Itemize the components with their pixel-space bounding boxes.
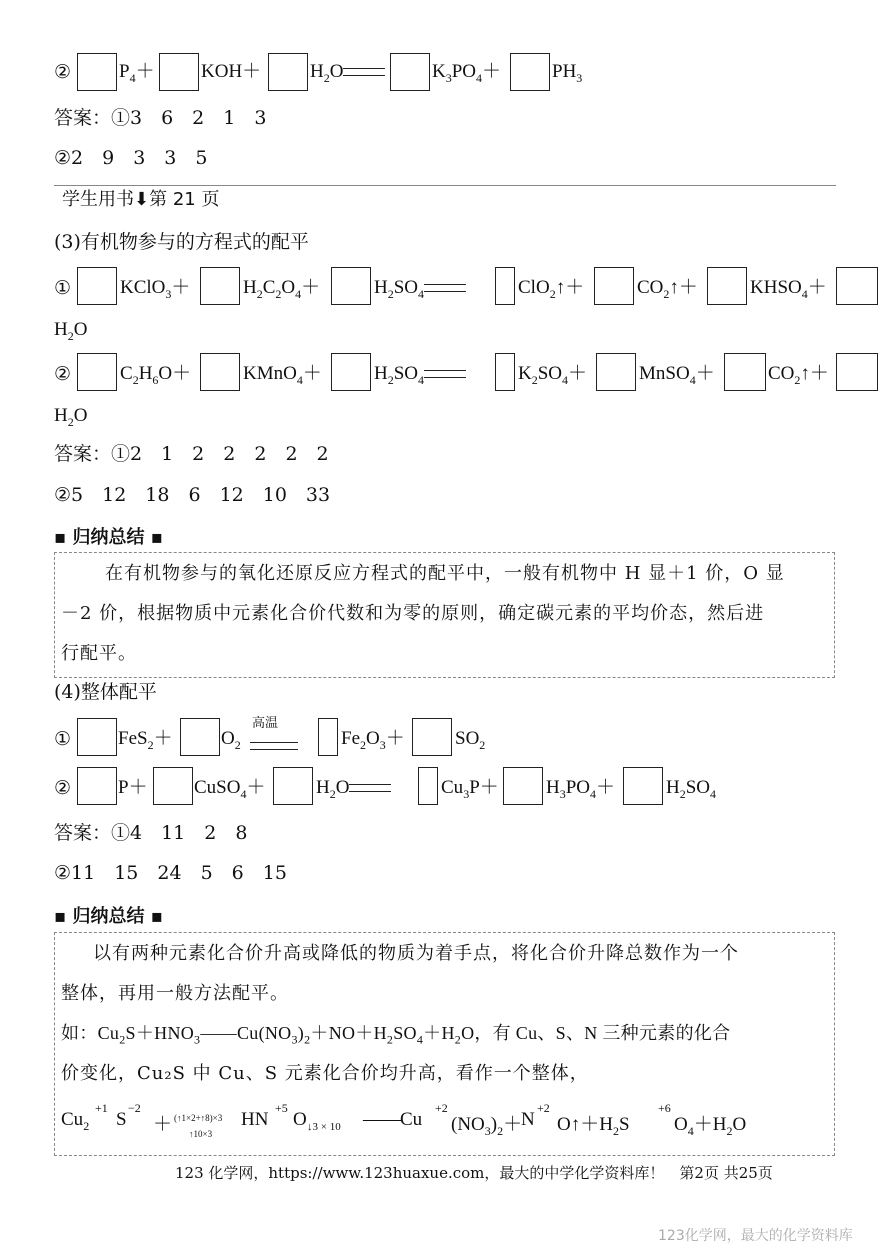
coefficient-box[interactable] [495, 267, 515, 305]
formula-p: P＋ [118, 777, 148, 798]
formula-h2so4: $H_2SO_4$ [666, 777, 717, 801]
coefficient-box[interactable] [503, 767, 543, 805]
summary-text: 以有两种元素化合价升高或降低的物质为着手点，将化合价升降总数作为一个 [93, 943, 739, 964]
coefficient-box[interactable] [707, 267, 747, 305]
coefficient-box[interactable] [594, 267, 634, 305]
coefficient-box[interactable] [180, 718, 220, 756]
formula-kclo3: KClO$_3$＋ [120, 277, 191, 301]
reaction-condition: 高温 [252, 716, 279, 731]
coefficient-box[interactable] [77, 267, 117, 305]
coefficient-box[interactable] [77, 353, 117, 391]
coefficient-box[interactable] [623, 767, 663, 805]
section-title: (3)有机物参与的方程式的配平 [54, 231, 309, 253]
answer-line: ②11 15 24 5 6 15 [54, 862, 287, 884]
formula-cuso4: CuSO$_4$＋ [194, 777, 266, 801]
formula-so2: $SO_2$ [455, 728, 486, 752]
formula-kmno4: KMnO$_4$＋ [243, 363, 322, 387]
formula-fe2o3: $Fe_2O_3+$ [341, 728, 405, 752]
coefficient-box[interactable] [200, 353, 240, 391]
down-arrow-icon: ⬇ [134, 189, 150, 210]
answer-line: 答案：①4 11 2 8 [54, 822, 248, 844]
eq-number: ① [54, 728, 72, 750]
formula-co2: $CO_2↑+$ [637, 277, 698, 301]
formula-cu3p: $Cu_3P+$ [441, 777, 499, 801]
eq-number: ② [54, 61, 72, 83]
summary-heading: ▪ 归纳总结 ▪ [54, 527, 163, 548]
coefficient-box[interactable] [390, 53, 430, 91]
formula-k3po4: $K_3PO_4+$ [432, 61, 502, 85]
formula-h2c2o4: $H_2C_2O_4+$ [243, 277, 321, 301]
coefficient-box[interactable] [331, 267, 371, 305]
coefficient-box[interactable] [596, 353, 636, 391]
formula-h2o: $H_2O$ [310, 60, 385, 84]
answer-line: ②5 12 18 6 12 10 33 [54, 484, 331, 506]
formula-khso4: $KHSO_4+$ [750, 277, 827, 301]
formula-clo2: ClO$_2$↑＋ [518, 277, 585, 301]
coefficient-box[interactable] [836, 267, 878, 305]
answer-line: 答案：①2 1 2 2 2 2 2 [54, 443, 329, 465]
book-page-reference: 学生用书⬇第 21 页 [62, 189, 220, 210]
coefficient-box[interactable] [418, 767, 438, 805]
formula-h2so4: $H_2SO_4$ [374, 362, 466, 386]
coefficient-box[interactable] [77, 718, 117, 756]
section-title: (4)整体配平 [54, 681, 157, 703]
coefficient-box[interactable] [495, 353, 515, 391]
coefficient-box[interactable] [724, 353, 766, 391]
summary-text: 行配平。 [61, 643, 137, 664]
formula-c2h6o: $C_2H_6O+$ [120, 363, 192, 387]
summary-box [54, 932, 835, 1156]
eq-number: ② [54, 777, 72, 799]
formula-mnso4: MnSO$_4$＋ [639, 363, 715, 387]
coefficient-box[interactable] [200, 267, 240, 305]
coefficient-box[interactable] [153, 767, 193, 805]
summary-box [54, 552, 835, 678]
coefficient-box[interactable] [77, 767, 117, 805]
coefficient-box[interactable] [268, 53, 308, 91]
summary-text: 整体，再用一般方法配平。 [61, 983, 289, 1004]
answer-line: 答案：①3 6 2 1 3 [54, 107, 267, 129]
coefficient-box[interactable] [331, 353, 371, 391]
formula-p4: $P_4+$ [119, 61, 155, 85]
coefficient-box[interactable] [510, 53, 550, 91]
formula-h2o: $H_2O$ [54, 319, 88, 343]
divider [54, 185, 836, 186]
formula-h2so4: $H_2SO_4$ [374, 276, 466, 300]
summary-example: 如：$Cu_2S+HNO_3——Cu(NO_3)_2+NO+H_2SO_4+H_2O$，有 Cu、S、N 三种元素的化合 [61, 1023, 731, 1047]
formula-h2o: $H_2O$ [316, 776, 391, 800]
formula-co2: $CO_2↑+$ [768, 363, 829, 387]
formula-h2o: $H_2O$ [54, 405, 88, 429]
summary-text: －2 价，根据物质中元素化合价代数和为零的原则，确定碳元素的平均价态，然后进 [61, 603, 765, 624]
equals-sign [250, 734, 298, 758]
page-footer: 123 化学网，https://www.123huaxue.com，最大的中学化学资料库！ 第2页 共25页 [175, 1164, 773, 1182]
formula-o2: $O_2$ [221, 728, 241, 752]
formula-h3po4: $H_3PO_4+$ [546, 777, 616, 801]
summary-text: 在有机物参与的氧化还原反应方程式的配平中，一般有机物中 H 显＋1 价，O 显 [105, 563, 785, 584]
coefficient-box[interactable] [273, 767, 313, 805]
formula-ph3: $PH_3$ [552, 61, 583, 85]
formula-k2so4: $K_2SO_4+$ [518, 363, 588, 387]
coefficient-box[interactable] [412, 718, 452, 756]
summary-text: 价变化，Cu₂S 中 Cu、S 元素化合价均升高，看作一个整体， [61, 1063, 589, 1084]
coefficient-box[interactable] [318, 718, 338, 756]
formula-koh: KOH＋ [201, 61, 262, 82]
answer-line: ②2 9 3 3 5 [54, 147, 208, 169]
coefficient-box[interactable] [77, 53, 117, 91]
coefficient-box[interactable] [836, 353, 878, 391]
balanced-equation: $Cu_2$ +1 S −2 ＋ (↑1×2+↑8)×3 ↑10×3 HN +5 O ↓3 × 10 —— Cu +2 $(NO_3)_2+$ N +2 $O↑+H_2S$ +6 $O_4+H_2O$ [61, 1101, 747, 1139]
watermark: 123化学网，最大的化学资料库 [658, 1228, 853, 1244]
eq-number: ① [54, 277, 72, 299]
coefficient-box[interactable] [159, 53, 199, 91]
formula-fes2: FeS$_2$＋ [118, 728, 173, 752]
eq-number: ② [54, 363, 72, 385]
summary-heading: ▪ 归纳总结 ▪ [54, 906, 163, 927]
